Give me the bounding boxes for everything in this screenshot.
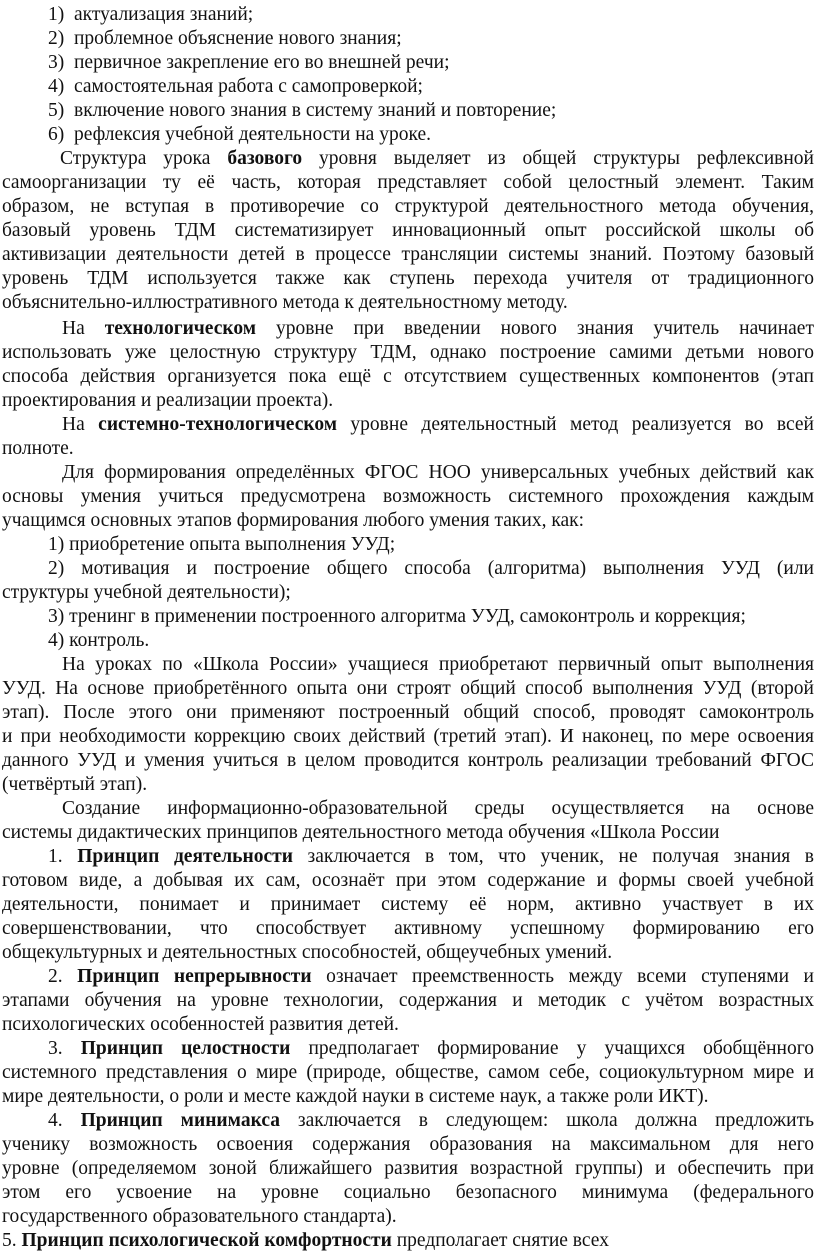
- list-item: 1) приобретение опыта выполнения УУД;: [48, 534, 396, 555]
- list-item: 5) включение нового знания в систему знаний и повторение;: [48, 100, 557, 121]
- principle-name: Принцип непрерывности: [77, 966, 312, 987]
- list-item: 6) рефлексия учебной деятельности на уроке.: [48, 124, 431, 145]
- list-item: 4) контроль.: [48, 630, 150, 651]
- principle-name: Принцип минимакса: [80, 1110, 280, 1131]
- list-item: 3) тренинг в применении построенного алгоритма УУД, самоконтроль и коррекция;: [48, 606, 746, 627]
- principle-name: Принцип психологической комфортности: [21, 1230, 392, 1251]
- list-item: 3) первичное закрепление его во внешней речи;: [48, 52, 450, 73]
- list-item: 1) актуализация знаний;: [48, 4, 254, 25]
- bold-term: базового: [227, 148, 303, 169]
- principle-name: Принцип деятельности: [77, 846, 293, 867]
- document-page: 1) актуализация знаний; 2) проблемное объяснение нового знания; 3) первичное закрепление его во внешней речи; 4) самостоятельная работа с самопроверкой; 5) включение нового знания в систему знаний и повторение; 6) рефлексия учебной деятельности на уроке. Структура урока базового уровня выделяет из общей структуры рефлексивной самоорганизации ту её часть, которая представляет собой целостный элемент. Таким образом, не вступая в противоречие со структурой деятельностного метода обучения, базовый уровень ТДМ систематизирует инновационный опыт российской школы об активизации деятельности детей в процессе трансляции системы знаний. Поэтому базовый уровень ТДМ используется также как ступень перехода учителя от традиционного объяснительно-иллюстративного метода к деятельностному методу. На технологическом уровне при введении нового знания учитель начинает использовать уже целостную структуру ТДМ, однако построение самими детьми нового способа действия организуется пока ещё с отсутствием существенных компонентов (этап проектирования и реализации проекта). На системно-технологическом уровне деятельностный метод реализуется во всей полноте. Для формирования определённых ФГОС НОО универсальных учебных действий как основы умения учиться предусмотрена возможность системного прохождения каждым учащимся основных этапов формирования любого умения таких, как: 1) приобретение опыта выполнения УУД; 2) мотивация и построение общего способа (алгоритма) выполнения УУД (или структуры учебной деятельности); 3) тренинг в применении построенного алгоритма УУД, самоконтроль и коррекция; 4) контроль. На уроках по «Школа России» учащиеся приобретают первичный опыт выполнения УУД. На основе приобретённого опыта они строят общий способ выполнения УУД (второй этап). После этого они применяют построенный общий способ, проводят самоконтроль и при необходимости коррекцию своих действий (третий этап). И наконец, по мере освоения данного УУД и умения учиться в целом проводится контроль реализации требований ФГОС (четвёртый этап). Создание информационно-образовательной среды осуществляется на основе системы дидактических принципов деятельностного метода обучения «Школа России 1. Принцип деятельности заключается в том, что ученик, не получая знания в готовом виде, а добывая их сам, осознаёт при этом содержание и формы своей учебной деятельности, понимает и принимает систему её норм, активно участвует в их совершенствовании, что способствует активному успешному формированию его общекультурных и деятельностных способностей, общеучебных умений. 2. Принцип непрерывности означает преемственность между всеми ступенями и этапами обучения на уровне технологии, содержания и методик с учётом возрастных психологических особенностей развития детей. 3. Принцип целостности предполагает формирование у учащихся обобщённого системного представления о мире (природе, обществе, самом себе, социокультурном мире и мире деятельности, о роли и месте каждой науки в системе наук, а также роли ИКТ). 4. Принцип минимакса заключается в следующем: школа должна предложить ученику возможность освоения содержания образования на максимальном для него уровне (определяемом зоной ближайшего развития возрастной группы) и обеспечить при этом его усвоение на уровне социально безопасного минимума (федерального государственного образовательного стандарта). 5. Принцип психологической комфортности предполагает снятие всех: [2, 4, 814, 1251]
- bold-term: технологическом: [104, 318, 256, 339]
- list-item: 2) проблемное объяснение нового знания;: [48, 28, 402, 49]
- list-item: 4) самостоятельная работа с самопроверкой;: [48, 76, 423, 97]
- list-item: 2) мотивация и построение общего способа (алгоритма) выполнения УУД (или: [48, 558, 814, 579]
- bold-term: системно-технологическом: [98, 414, 337, 435]
- principle-name: Принцип целостности: [80, 1038, 291, 1059]
